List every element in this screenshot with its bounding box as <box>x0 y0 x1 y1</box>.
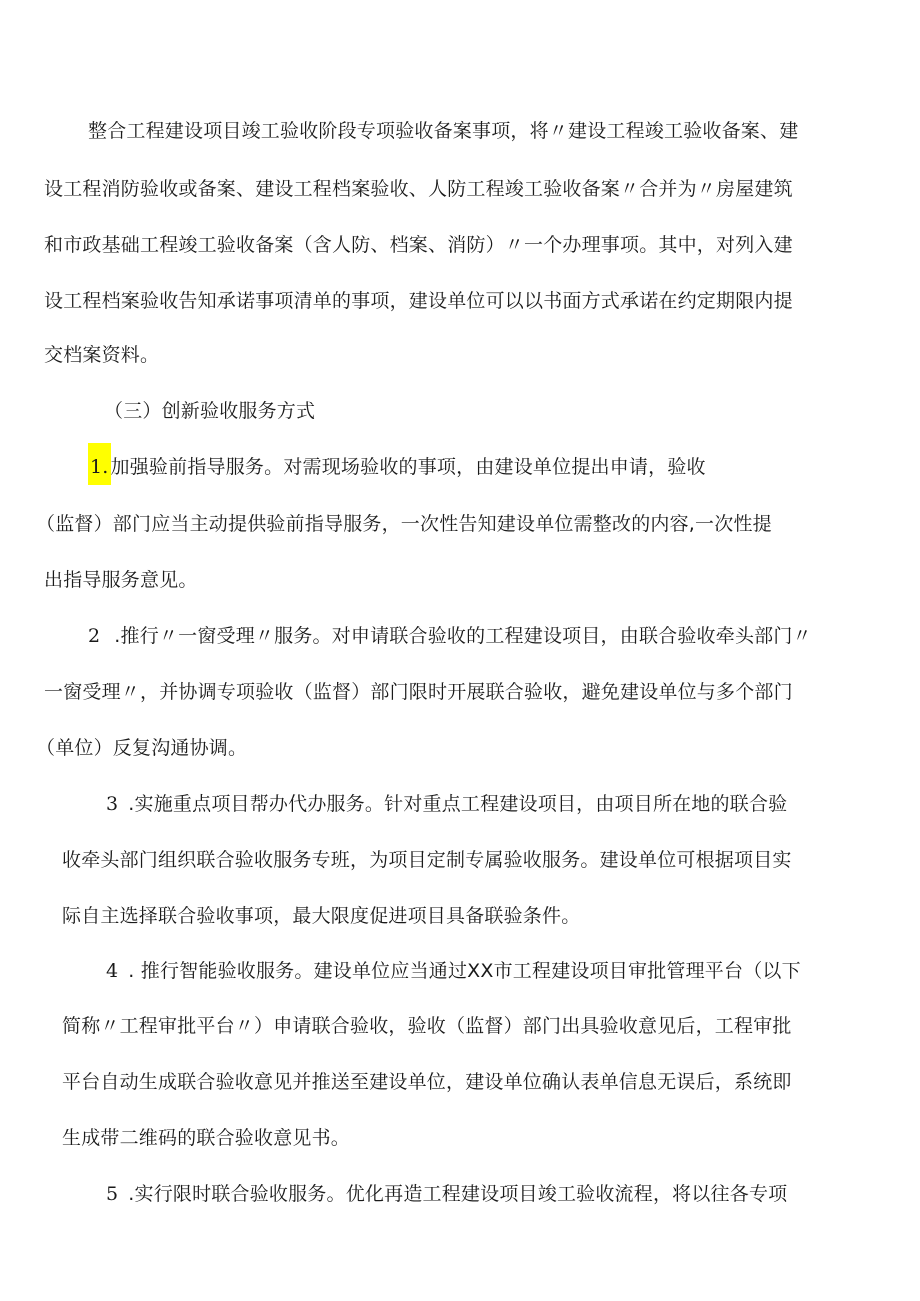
item-3-number: 3 <box>106 793 119 815</box>
item-4-line-4: 生成带二维码的联合验收意见书。 <box>62 1127 351 1149</box>
item-4-text: . 推行智能验收服务。建设单位应当通过XX市工程建设项目审批管理平台（以下 <box>128 960 801 982</box>
item-1-number-highlight: 1. <box>88 443 111 485</box>
item-1-line-3: 出指导服务意见。 <box>44 569 198 591</box>
item-2-number: 2 <box>88 625 101 647</box>
item-2-line-2: 一窗受理〃，并协调专项验收（监督）部门限时开展联合验收，避免建设单位与多个部门 <box>44 681 793 703</box>
item-1-text: 加强验前指导服务。对需现场验收的事项，由建设单位提出申请，验收 <box>110 456 706 478</box>
item-2-line-1 <box>88 622 812 650</box>
section-heading: （三）创新验收服务方式 <box>104 400 316 422</box>
item-1-line-1 <box>88 453 706 485</box>
item-5-line-1 <box>106 1180 787 1208</box>
paragraph-1-line-1: 整合工程建设项目竣工验收阶段专项验收备案事项，将〃建设工程竣工验收备案、建 <box>88 120 799 142</box>
item-5-number: 5 <box>106 1183 119 1205</box>
item-4-line-2: 简称〃工程审批平台〃）申请联合验收，验收（监督）部门出具验收意见后，工程审批 <box>62 1015 792 1037</box>
item-4-number: 4 <box>106 960 119 982</box>
paragraph-1-line-4: 设工程档案验收告知承诺事项清单的事项，建设单位可以以书面方式承诺在约定期限内提 <box>44 290 793 312</box>
item-5-text: .实行限时联合验收服务。优化再造工程建设项目竣工验收流程，将以往各专项 <box>128 1183 788 1205</box>
item-2-text: .推行〃一窗受理〃服务。对申请联合验收的工程建设项目，由联合验收牵头部门〃 <box>114 625 812 647</box>
item-1-line-2: （监督）部门应当主动提供验前指导服务，一次性告知建设单位需整改的内容,一次性提 <box>36 513 772 535</box>
item-3-line-2: 收牵头部门组织联合验收服务专班，为项目定制专属验收服务。建设单位可根据项目实 <box>62 849 792 871</box>
item-4-line-3: 平台自动生成联合验收意见并推送至建设单位，建设单位确认表单信息无误后，系统即 <box>62 1071 792 1093</box>
paragraph-1-line-5: 交档案资料。 <box>44 344 160 366</box>
item-3-line-3: 际自主选择联合验收事项，最大限度促进项目具备联验条件。 <box>62 905 581 927</box>
paragraph-1-line-3: 和市政基础工程竣工验收备案（含人防、档案、消防）〃一个办理事项。其中，对列入建 <box>44 234 793 256</box>
item-3-line-1 <box>106 790 787 818</box>
item-3-text: .实施重点项目帮办代办服务。针对重点工程建设项目，由项目所在地的联合验 <box>128 793 788 815</box>
item-2-line-3: （单位）反复沟通协调。 <box>36 737 248 759</box>
item-4-line-1 <box>106 957 801 985</box>
paragraph-1-line-2: 设工程消防验收或备案、建设工程档案验收、人防工程竣工验收备案〃合并为〃房屋建筑 <box>44 178 793 200</box>
